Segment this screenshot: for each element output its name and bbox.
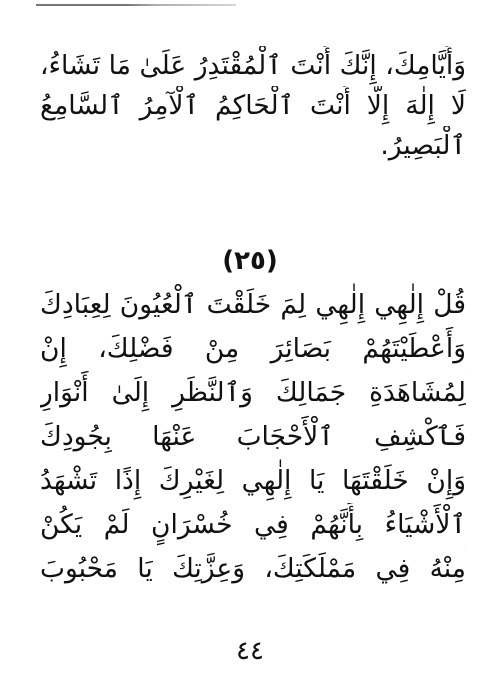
page-number: ٤٤	[236, 636, 264, 666]
top-paragraph	[40, 46, 466, 166]
body-paragraph-line-1: قُلْ إِلٰهِي إِلٰهِي لِمَ خَلَقْتَ ٱلْعُيُونَ لِعِبَادِكَ	[40, 289, 466, 320]
body-paragraph-line-7: مِنْهُ فِي مَمْلَكَتِكَ، وَعِزَّتِكَ يَا مَحْبُوبَ	[40, 553, 466, 584]
top-paragraph-line-1: وَأَيَّامِكَ، إِنَّكَ أَنْتَ ٱلْمُقْتَدِرُ عَلَىٰ مَا تَشَاءُ،	[40, 50, 466, 81]
body-paragraph-line-5: وَإِنْ خَلَقْتَهَا يَا إِلٰهِي لِغَيْرِكَ إِذًا تَشْهَدُ	[40, 465, 466, 496]
body-paragraph	[40, 283, 466, 591]
top-paragraph-line-2: لَا إِلٰهَ إِلَّا أَنْتَ ٱلْحَاكِمُ ٱلْآمِرُ ٱلسَّامِعُ	[40, 90, 466, 121]
body-paragraph-line-4: فَٱكْشِفِ ٱلْأَحْجَابَ عَنْهَا بِجُودِكَ	[40, 421, 466, 452]
scan-artifact-line	[36, 4, 236, 6]
body-paragraph-line-2: وَأَعْطَيْتَهُمْ بَصَائِرَ مِنْ فَضْلِكَ، إِنْ	[40, 333, 466, 364]
section-number: (٢٥)	[222, 246, 278, 276]
body-paragraph-line-6: ٱلْأَشْيَاءُ بِأَنَّهُمْ فِي خُسْرَانٍ لَمْ يَكُنْ	[40, 509, 466, 540]
top-paragraph-line-3: ٱلْبَصِيرُ.	[380, 130, 466, 161]
body-paragraph-line-3: لِمُشَاهَدَةِ جَمَالِكَ وَٱلنَّظَرِ إِلَىٰ أَنْوَارِ	[40, 377, 466, 408]
